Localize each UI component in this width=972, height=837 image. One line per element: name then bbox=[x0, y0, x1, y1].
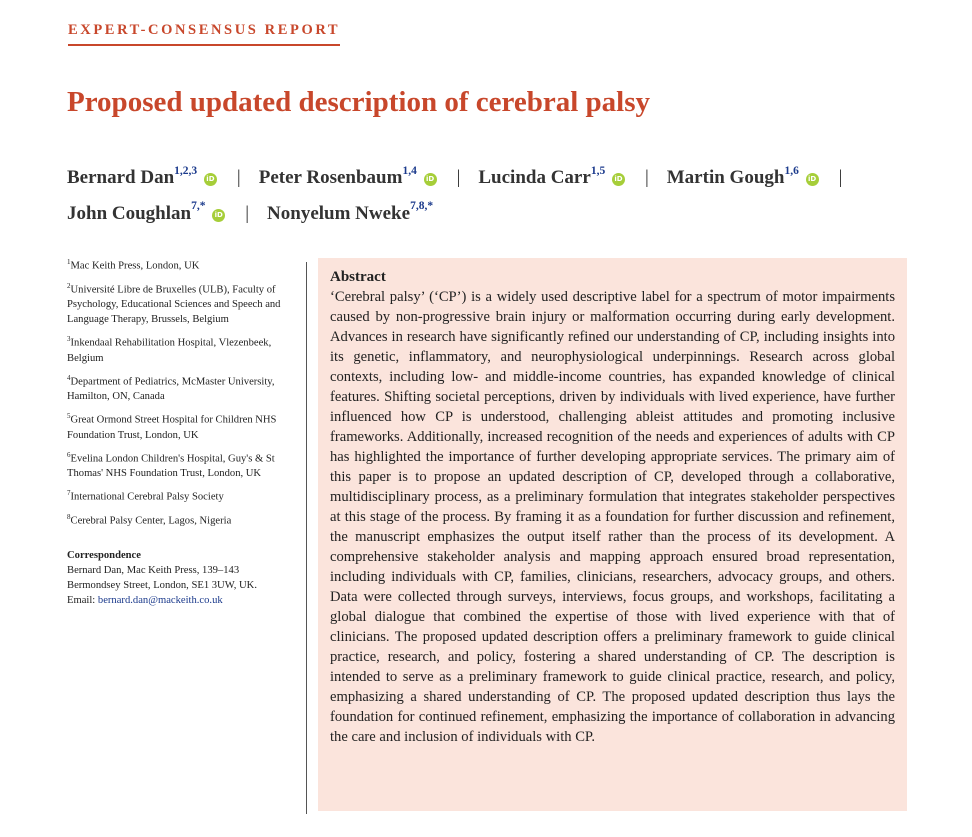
author-item bbox=[67, 167, 217, 188]
column-divider bbox=[306, 262, 307, 814]
affiliation-item bbox=[67, 486, 292, 505]
correspondence-address-line: Bermondsey Street, London, SE1 3UW, UK. bbox=[67, 580, 257, 592]
author-separator: | bbox=[236, 167, 241, 189]
abstract-heading: Abstract bbox=[330, 269, 386, 285]
affiliation-number: 5 bbox=[67, 412, 71, 421]
orcid-icon[interactable]: iD bbox=[806, 173, 819, 186]
author-name: John Coughlan bbox=[67, 202, 192, 224]
author-affiliation-sup: 7,8,* bbox=[410, 200, 434, 213]
author-list bbox=[67, 158, 947, 229]
affiliation-text: Cerebral Palsy Center, Lagos, Nigeria bbox=[70, 515, 232, 527]
affiliation-text: Great Ormond Street Hospital for Children NHS Foundation Trust, London, UK bbox=[67, 414, 277, 441]
affiliation-text: Mac Keith Press, London, UK bbox=[70, 260, 200, 272]
author-affiliation-sup: 1,4 bbox=[402, 165, 417, 177]
author-item bbox=[267, 200, 434, 224]
affiliation-number: 3 bbox=[67, 335, 71, 344]
email-label: Email: bbox=[67, 595, 96, 607]
affiliation-text: Department of Pediatrics, McMaster University, Hamilton, ON, Canada bbox=[67, 376, 275, 403]
article-title: Proposed updated description of cerebral palsy bbox=[67, 86, 650, 118]
affiliation-text: Evelina London Children's Hospital, Guy's & St Thomas' NHS Foundation Trust, London, UK bbox=[67, 453, 275, 480]
author-affiliation-sup: 1,6 bbox=[784, 165, 799, 177]
orcid-icon[interactable]: iD bbox=[204, 173, 217, 186]
affiliation-item bbox=[67, 510, 292, 529]
email-link[interactable]: bernard.dan@mackeith.co.uk bbox=[97, 595, 223, 607]
orcid-icon[interactable]: iD bbox=[212, 209, 225, 222]
affiliation-item bbox=[67, 279, 292, 328]
affiliation-number: 4 bbox=[67, 373, 71, 382]
affiliation-number: 2 bbox=[67, 281, 71, 290]
author-name: Peter Rosenbaum bbox=[258, 167, 403, 189]
affiliation-item bbox=[67, 255, 292, 274]
author-name: Lucinda Carr bbox=[478, 167, 591, 189]
abstract-box bbox=[318, 258, 907, 811]
affiliation-number: 6 bbox=[67, 450, 71, 459]
affiliation-item bbox=[67, 448, 292, 482]
correspondence-address-line: Bernard Dan, Mac Keith Press, 139–143 bbox=[67, 565, 240, 577]
author-affiliation-sup: 7,* bbox=[191, 200, 206, 213]
correspondence-heading: Correspondence bbox=[67, 550, 141, 562]
author-name: Martin Gough bbox=[666, 167, 785, 189]
author-item bbox=[67, 200, 225, 224]
orcid-icon[interactable]: iD bbox=[424, 173, 437, 186]
correspondence-block bbox=[67, 548, 292, 608]
affiliation-item bbox=[67, 409, 292, 443]
affiliation-text: International Cerebral Palsy Society bbox=[70, 491, 224, 503]
author-item bbox=[259, 167, 437, 188]
author-name: Bernard Dan bbox=[67, 167, 175, 189]
author-item bbox=[667, 167, 819, 188]
author-separator: | bbox=[245, 202, 250, 224]
author-affiliation-sup: 1,5 bbox=[590, 165, 606, 177]
author-affiliation-sup: 1,2,3 bbox=[174, 165, 198, 177]
affiliation-number: 1 bbox=[67, 258, 71, 266]
correspondence-email-line bbox=[67, 593, 292, 608]
author-separator: | bbox=[644, 167, 649, 189]
author-name: Nonyelum Nweke bbox=[267, 202, 411, 224]
affiliation-text: Inkendaal Rehabilitation Hospital, Vlezenbeek, Belgium bbox=[67, 337, 272, 364]
author-separator: | bbox=[838, 167, 843, 189]
affiliation-number: 7 bbox=[67, 489, 71, 498]
affiliations bbox=[67, 255, 292, 608]
affiliation-text: Université Libre de Bruxelles (ULB), Faculty of Psychology, Educational Sciences and Speech and Language Therapy, Brussels, Belgium bbox=[67, 284, 281, 326]
affiliation-item bbox=[67, 332, 292, 366]
orcid-icon[interactable]: iD bbox=[612, 173, 625, 186]
author-item bbox=[478, 167, 625, 188]
abstract-text: ‘Cerebral palsy’ (‘CP’) is a widely used descriptive label for a spectrum of motor impairments caused by non-progressive brain injury or malformation occurring during early development. Advances in research have significantly refined our understanding of CP, including insights into its genetic, inflammatory, and neurophysiological underpinnings. Research across global contexts, including low- and middle-income countries, has expanded knowledge of clinical features. Shifting societal perceptions, driven by individuals with lived experience, have further influenced how CP is understood, challenging ableist attitudes and promoting inclusive frameworks. Additionally, increased recognition of the needs and experiences of adults with CP has highlighted the importance of further developing appropriate services. The primary aim of this paper is to propose an updated description of CP, developed through a collaborative, multidisciplinary process, as a preliminary formulation that integrates stakeholder perspectives at this stage of the process. By framing it as a foundation for further discussion and refinement, the manuscript emphasizes the output itself rather than the process of its development. A comprehensive stakeholder analysis and mapping approach ensured broad representation, including individuals with CP, families, clinicians, researchers, advocacy groups, and others. Data were collected through surveys, interviews, focus groups, and workshops, facilitating a global dialogue that combined the expertise of those with lived experience with that of clinicians. The proposed updated description offers a preliminary framework to guide clinical practice, research, and policy, fostering a shared understanding of CP. The description is intended to serve as a preliminary framework to guide clinical practice, research, and policy, emphasizing a shared understanding of CP. The proposed updated description thus lays the foundation for continued refinement, emphasizing the importance of collaboration in advancing the care and inclusion of individuals with CP. bbox=[330, 289, 895, 745]
section-label: EXPERT-CONSENSUS REPORT bbox=[68, 22, 340, 46]
affiliation-item bbox=[67, 371, 292, 405]
author-separator: | bbox=[456, 167, 461, 189]
affiliation-number: 8 bbox=[67, 512, 71, 521]
